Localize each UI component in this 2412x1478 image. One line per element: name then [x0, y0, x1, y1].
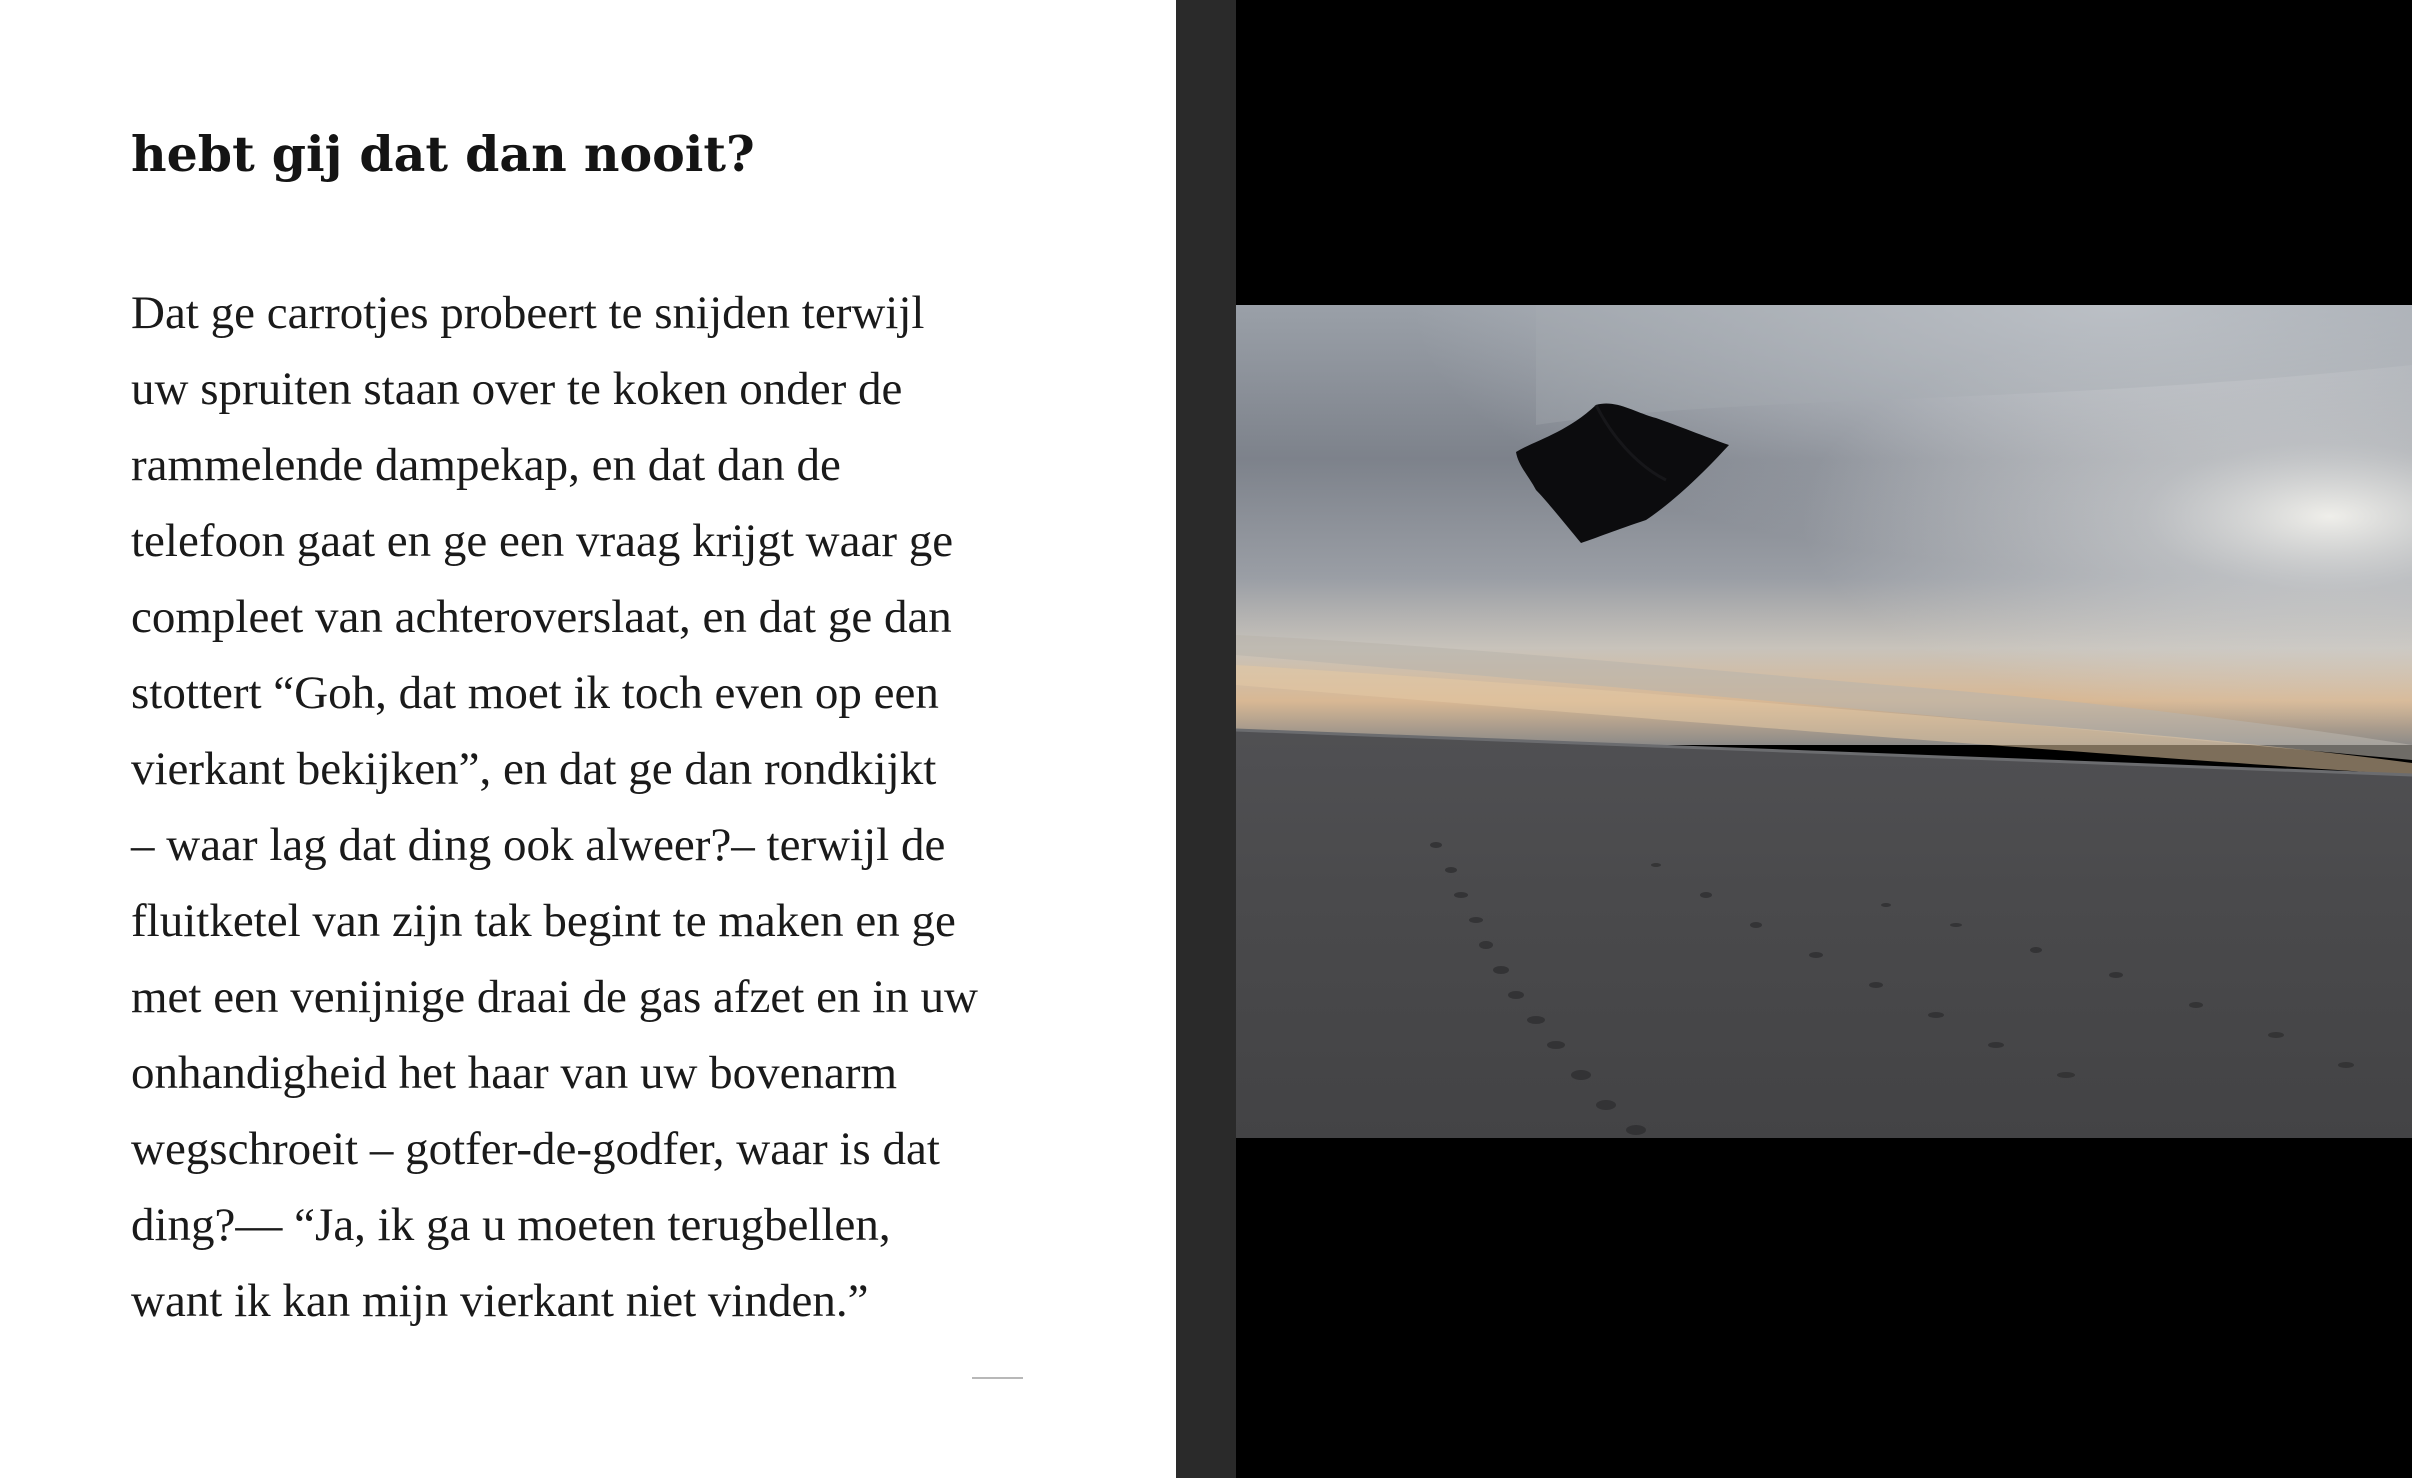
body-line: telefoon gaat en ge een vraag krijgt waar ge	[131, 515, 954, 567]
image-page	[1236, 0, 2412, 1478]
body-line: ding?— “Ja, ik ga u moeten terugbellen,	[131, 1199, 891, 1251]
end-of-text-rule	[972, 1377, 1023, 1379]
body-line: uw spruiten staan over te koken onder de	[131, 363, 903, 415]
beach-photo	[1236, 305, 2412, 1138]
body-line: onhandigheid het haar van uw bovenarm	[131, 1047, 898, 1099]
body-line: met een venijnige draai de gas afzet en in uw	[131, 971, 978, 1023]
body-text	[131, 275, 1131, 1339]
sand	[1236, 730, 2412, 1138]
text-page	[0, 0, 1176, 1478]
body-line: vierkant bekijken”, en dat ge dan rondkijkt	[131, 743, 937, 795]
body-line: fluitketel van zijn tak begint te maken en ge	[131, 895, 956, 947]
body-line: wegschroeit – gotfer-de-godfer, waar is dat	[131, 1123, 940, 1175]
body-line: rammelende dampekap, en dat dan de	[131, 439, 841, 491]
body-line: compleet van achteroverslaat, en dat ge dan	[131, 591, 952, 643]
page-title: hebt gij dat dan nooit?	[131, 125, 755, 183]
body-line: want ik kan mijn vierkant niet vinden.”	[131, 1275, 869, 1327]
body-line: stottert “Goh, dat moet ik toch even op een	[131, 667, 939, 719]
body-line: – waar lag dat ding ook alweer?– terwijl de	[131, 819, 946, 871]
page-divider	[1176, 0, 1236, 1478]
body-line: Dat ge carrotjes probeert te snijden terwijl	[131, 287, 925, 339]
